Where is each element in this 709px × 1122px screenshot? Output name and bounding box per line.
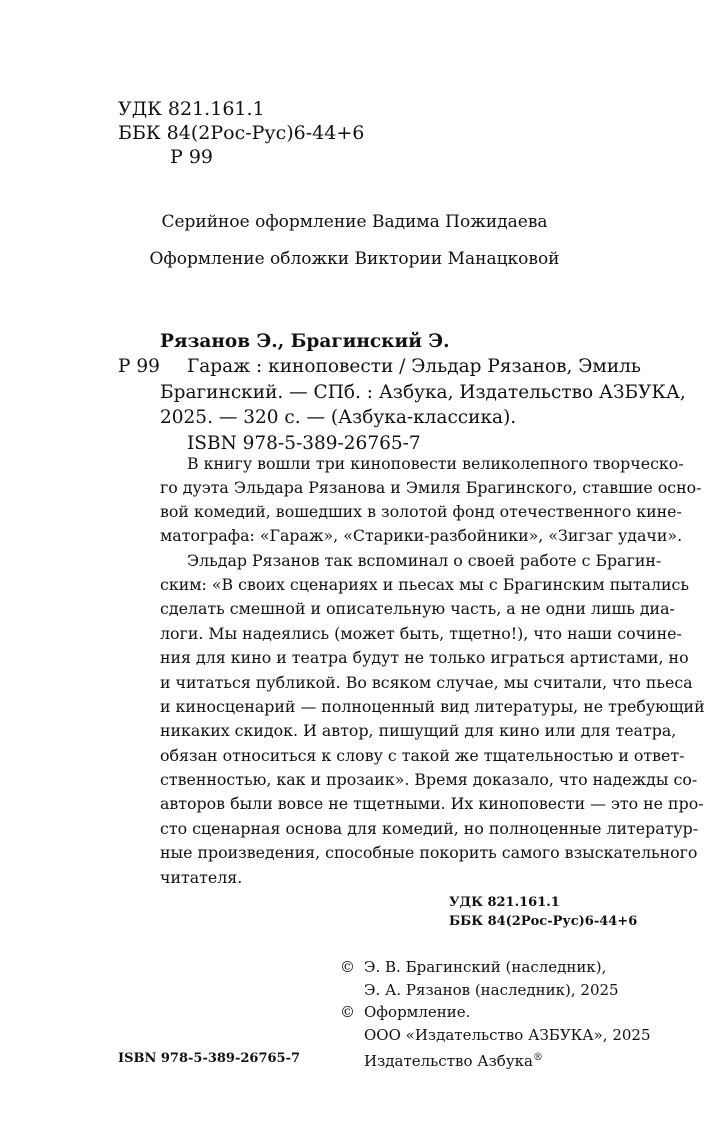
annotation-line: обязан относиться к слову с такой же тщательностью и ответ- [160, 746, 685, 765]
annotation-line: Эльдар Рязанов так вспоминал о своей работе с Брагин- [187, 551, 662, 570]
registered-mark: ® [532, 1052, 543, 1063]
entry-title-line: Гараж : киноповести / Эльдар Рязанов, Эмиль [187, 356, 641, 377]
copyright-line: Э. В. Брагинский (наследник), [364, 958, 607, 976]
annotation-line: В книгу вошли три киноповести великолепного творческо- [187, 454, 684, 473]
copyright-line: ООО «Издательство АЗБУКА», 2025 [364, 1026, 651, 1044]
entry-authors: Рязанов Э., Брагинский Э. [160, 331, 450, 352]
annotation-line: авторов были вовсе не тщетными. Их киноповести — это не про- [160, 794, 704, 813]
copyright-line: Издательство Азбука [364, 1052, 533, 1070]
entry-isbn: ISBN 978-5-389-26765-7 [187, 433, 421, 454]
copyright-publisher [364, 1047, 543, 1073]
bbk-classification: ББК 84(2Рос-Рус)6-44+6 [449, 914, 638, 929]
udk-header: УДК 821.161.1 [118, 98, 265, 120]
annotation-line: ния для кино и театра будут не только играться артистами, но [160, 648, 689, 667]
entry-code: Р 99 [118, 356, 160, 377]
annotation-line: логи. Мы надеялись (может быть, тщетно!), что наши сочине- [160, 624, 682, 643]
cover-design-credit: Оформление обложки Виктории Манацковой [149, 249, 560, 269]
annotation-line: вой комедий, вошедших в золотой фонд отечественного кине- [160, 502, 682, 521]
annotation-line: ственностью, как и прозаик». Время доказало, что надежды со- [160, 770, 698, 789]
copyright-sign: © [340, 1003, 355, 1021]
annotation-line: сделать смешной и описательную часть, а не одни лишь диа- [160, 599, 675, 618]
annotation-line: и читаться публикой. Во всяком случае, мы считали, что пьеса [160, 673, 693, 692]
author-code-header: Р 99 [170, 146, 214, 168]
entry-year-line: 2025. — 320 с. — (Азбука-классика). [160, 407, 517, 428]
bbk-header: ББК 84(2Рос-Рус)6-44+6 [118, 122, 365, 144]
annotation-line: сто сценарная основа для комедий, но полноценные литератур- [160, 819, 699, 838]
series-design-credit: Серийное оформление Вадима Пожидаева [161, 212, 548, 232]
udk-classification: УДК 821.161.1 [449, 895, 560, 910]
annotation-line: и киносценарий — полноценный вид литературы, не требующий [160, 697, 705, 716]
copyright-sign: © [340, 958, 355, 976]
annotation-line: ским: «В своих сценариях и пьесах мы с Брагинским пытались [160, 575, 689, 594]
annotation-line: ные произведения, способные покорить самого взыскательного [160, 843, 698, 862]
copyright-line: Э. А. Рязанов (наследник), 2025 [364, 981, 619, 999]
annotation-line: никаких скидок. И автор, пишущий для кино или для театра, [160, 721, 677, 740]
entry-publisher-line: Брагинский. — СПб. : Азбука, Издательство АЗБУКА, [160, 382, 686, 403]
annotation-line: го дуэта Эльдара Рязанова и Эмиля Брагинского, ставшие осно- [160, 478, 702, 497]
annotation-last-line: читателя. [160, 868, 243, 887]
copyright-line: Оформление. [364, 1003, 471, 1021]
bottom-isbn: ISBN 978-5-389-26765-7 [118, 1051, 301, 1066]
annotation-line: матографа: «Гараж», «Старики-разбойники», «Зигзаг удачи». [160, 526, 683, 545]
